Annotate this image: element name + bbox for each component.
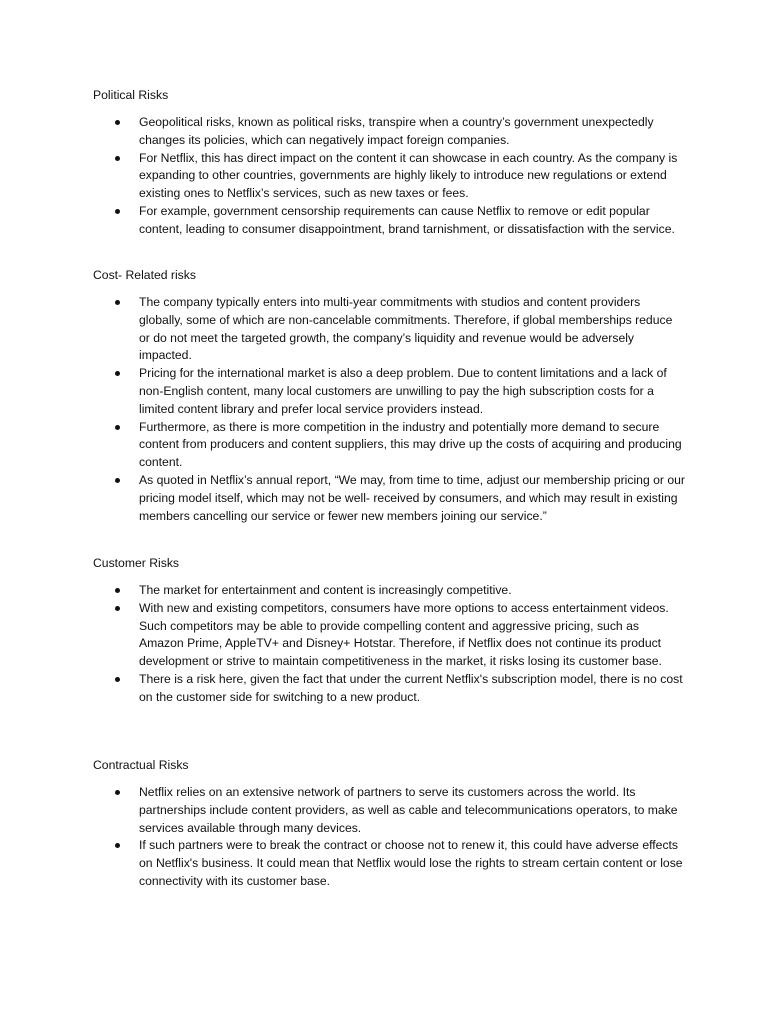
list-item [93,365,685,418]
bullet-icon [115,425,120,430]
section-heading: Customer Risks [93,556,180,570]
section-political-risks [93,87,683,239]
bullet-icon [115,478,120,483]
bullet-icon [115,677,120,682]
list-item [93,582,685,600]
list-item-text: With new and existing competitors, consumers have more options to access entertainment videos. Such competitors may be able to provide compelling content and aggressive pricing, such as Amazon Prime, AppleTV+ and Disney+ Hotstar. Therefore, if Netflix does not continue its product development or strive to maintain competitiveness in the market, it risks losing its customer base. [139,600,669,669]
bullet-list [93,582,683,707]
list-item [93,784,685,837]
list-item-text: For example, government censorship requirements can cause Netflix to remove or edit popular content, leading to consumer disappointment, brand tarnishment, or dissatisfaction with the service. [139,203,675,236]
bullet-icon [115,156,120,161]
section-cost-related-risks [93,267,683,525]
bullet-icon [115,209,120,214]
list-item [93,472,685,525]
list-item-text: For Netflix, this has direct impact on the content it can showcase in each country. As the company is expanding to other countries, governments are highly likely to introduce new regulations or extend existing ones to Netflix’s services, such as new taxes or fees. [139,150,678,201]
section-heading: Political Risks [93,88,169,102]
list-item [93,294,685,365]
list-item-text: Pricing for the international market is also a deep problem. Due to content limitations and a lack of non-English content, many local customers are unwilling to pay the high subscription costs for a limited content library and prefer local service providers instead. [139,366,667,416]
list-item-text: There is a risk here, given the fact that under the current Netflix's subscription model, there is no cost on the customer side for switching to a new product. [139,671,683,704]
bullet-icon [115,790,120,795]
list-item-text: The market for entertainment and content is increasingly competitive. [139,583,512,597]
bullet-icon [115,606,120,611]
list-item-text: If such partners were to break the contract or choose not to renew it, this could have adverse effects on Netflix's business. It could mean that Netflix would lose the rights to stream certain content or lose connectivity with its customer base. [139,838,683,888]
list-item-text: Furthermore, as there is more competition in the industry and potentially more demand to secure content from producers and content suppliers, this may drive up the costs of acquiring and producing content. [139,419,682,470]
list-item [93,203,685,239]
list-item [93,114,685,150]
list-item [93,419,685,472]
section-heading: Contractual Risks [93,758,189,772]
list-item [93,600,685,671]
section-contractual-risks [93,757,683,891]
list-item [93,837,685,890]
section-heading: Cost- Related risks [93,268,196,282]
list-item [93,671,685,707]
section-customer-risks [93,555,683,707]
list-item-text: As quoted in Netflix’s annual report, “We may, from time to time, adjust our membership pricing or our pricing model itself, which may not be well- received by consumers, and which may result in existing members cancelling our service or fewer new members joining our service.” [139,472,685,523]
bullet-list [93,784,683,891]
bullet-icon [115,843,120,848]
bullet-list [93,294,683,525]
bullet-icon [115,300,120,305]
list-item-text: The company typically enters into multi-year commitments with studios and content providers globally, some of which are non-cancelable commitments. Therefore, if global memberships reduce or do not meet the targeted growth, the company’s liquidity and revenue would be adversely impacted. [139,295,673,363]
list-item [93,150,685,203]
bullet-icon [115,120,120,125]
list-item-text: Geopolitical risks, known as political risks, transpire when a country’s government unexpectedly changes its policies, which can negatively impact foreign companies. [139,115,654,147]
bullet-icon [115,371,120,376]
bullet-list [93,114,683,239]
bullet-icon [115,588,120,593]
list-item-text: Netflix relies on an extensive network of partners to serve its customers across the world. Its partnerships include content providers, as well as cable and telecommunications operators, to make services available through many devices. [139,785,678,835]
